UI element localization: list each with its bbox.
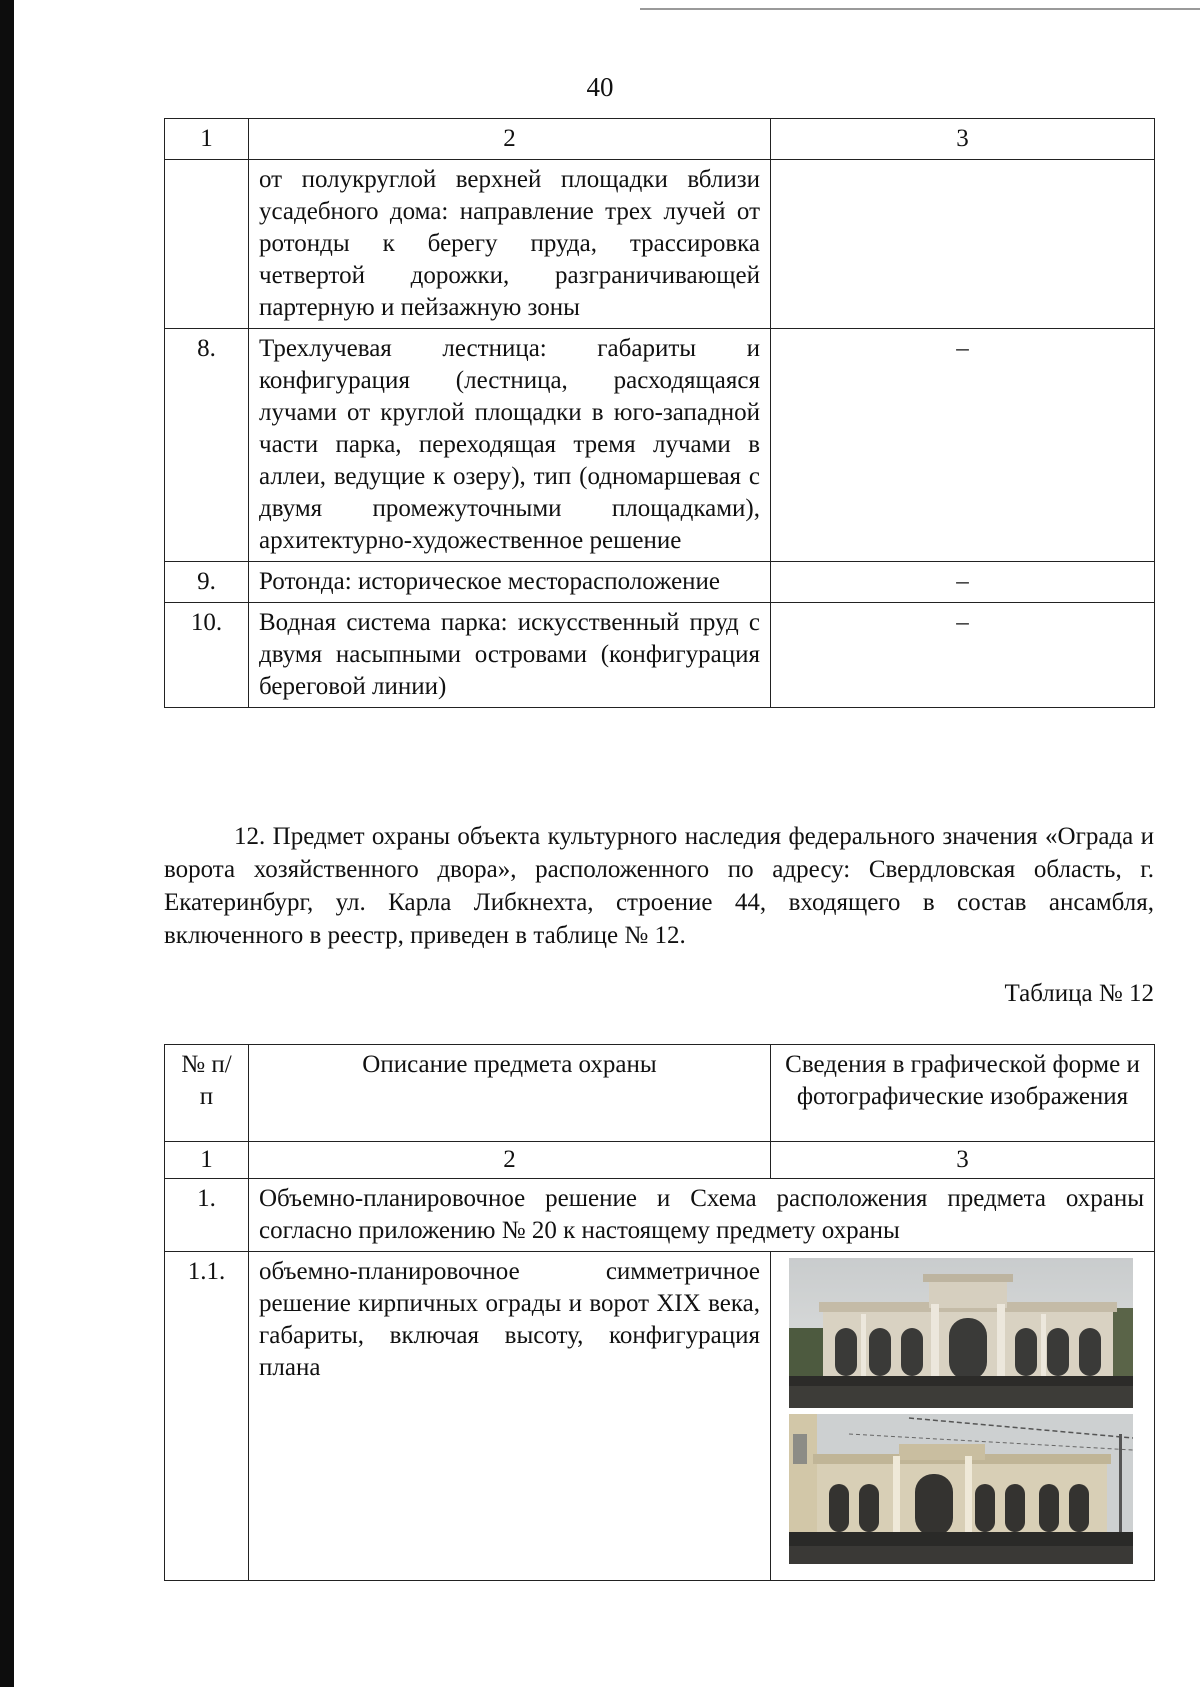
- row-photos: [771, 1252, 1155, 1581]
- scan-artifact-line: [640, 8, 1200, 10]
- row-number: 8.: [165, 329, 249, 562]
- table-12: [164, 1044, 1155, 1581]
- photo-gate-front: [789, 1258, 1133, 1408]
- header-info: Сведения в графической форме и фотографические изображения: [771, 1045, 1155, 1142]
- table-row: [165, 562, 1155, 603]
- row-description: Трехлучевая лестница: габариты и конфигурация (лестница, расходящаяся лучами от круглой площадки в юго-западной части парка, переходящая тремя лучами в аллеи, ведущие к озеру), тип (одномаршевая с двумя промежуточными площадками), архитектурно-художественное решение: [249, 329, 771, 562]
- row-description: Объемно-планировочное решение и Схема расположения предмета охраны согласно приложению № 20 к настоящему предмету охраны: [249, 1179, 1155, 1252]
- table-index-row: [165, 1142, 1155, 1179]
- row-number: 1.1.: [165, 1252, 249, 1581]
- row-description: от полукруглой верхней площадки вблизи усадебного дома: направление трех лучей от ротонды к берегу пруда, трассировка четвертой дорожки, разграничивающей партерную и пейзажную зоны: [249, 160, 771, 329]
- scan-edge: [0, 0, 14, 1687]
- page-number: 40: [586, 72, 614, 102]
- table-row: [165, 1179, 1155, 1252]
- row-description: объемно-планировочное симметричное решение кирпичных ограды и ворот XIX века, габариты, включая высоту, конфигурация плана: [249, 1252, 771, 1581]
- row-info: [771, 160, 1155, 329]
- col-index-2: 2: [249, 1142, 771, 1179]
- row-info: –: [771, 603, 1155, 708]
- row-number: 9.: [165, 562, 249, 603]
- col-index-1: 1: [165, 119, 249, 160]
- header-number: № п/п: [165, 1045, 249, 1142]
- table-index-row: [165, 119, 1155, 160]
- row-info: –: [771, 562, 1155, 603]
- photo-gate-side: [789, 1414, 1133, 1564]
- table-row: [165, 603, 1155, 708]
- table-row: [165, 329, 1155, 562]
- col-index-3: 3: [771, 119, 1155, 160]
- row-number: 10.: [165, 603, 249, 708]
- table-row: [165, 160, 1155, 329]
- row-description: Ротонда: историческое месторасположение: [249, 562, 771, 603]
- section-paragraph: 12. Предмет охраны объекта культурного наследия федерального значения «Ограда и ворота хозяйственного двора», расположенного по адресу: Свердловская область, г. Екатеринбург, ул. Карла Либкнехта, строение 44, входящего в состав ансамбля, включенного в реестр, приведен в таблице № 12.: [164, 823, 1154, 949]
- row-info: –: [771, 329, 1155, 562]
- table-caption: Таблица № 12: [1004, 980, 1154, 1007]
- col-index-2: 2: [249, 119, 771, 160]
- row-description: Водная система парка: искусственный пруд с двумя насыпными островами (конфигурация береговой линии): [249, 603, 771, 708]
- table-continuation: [164, 118, 1155, 708]
- table-row: [165, 1252, 1155, 1581]
- col-index-1: 1: [165, 1142, 249, 1179]
- row-number: [165, 160, 249, 329]
- row-number: 1.: [165, 1179, 249, 1252]
- col-index-3: 3: [771, 1142, 1155, 1179]
- header-description: Описание предмета охраны: [249, 1045, 771, 1142]
- table-header-row: [165, 1045, 1155, 1142]
